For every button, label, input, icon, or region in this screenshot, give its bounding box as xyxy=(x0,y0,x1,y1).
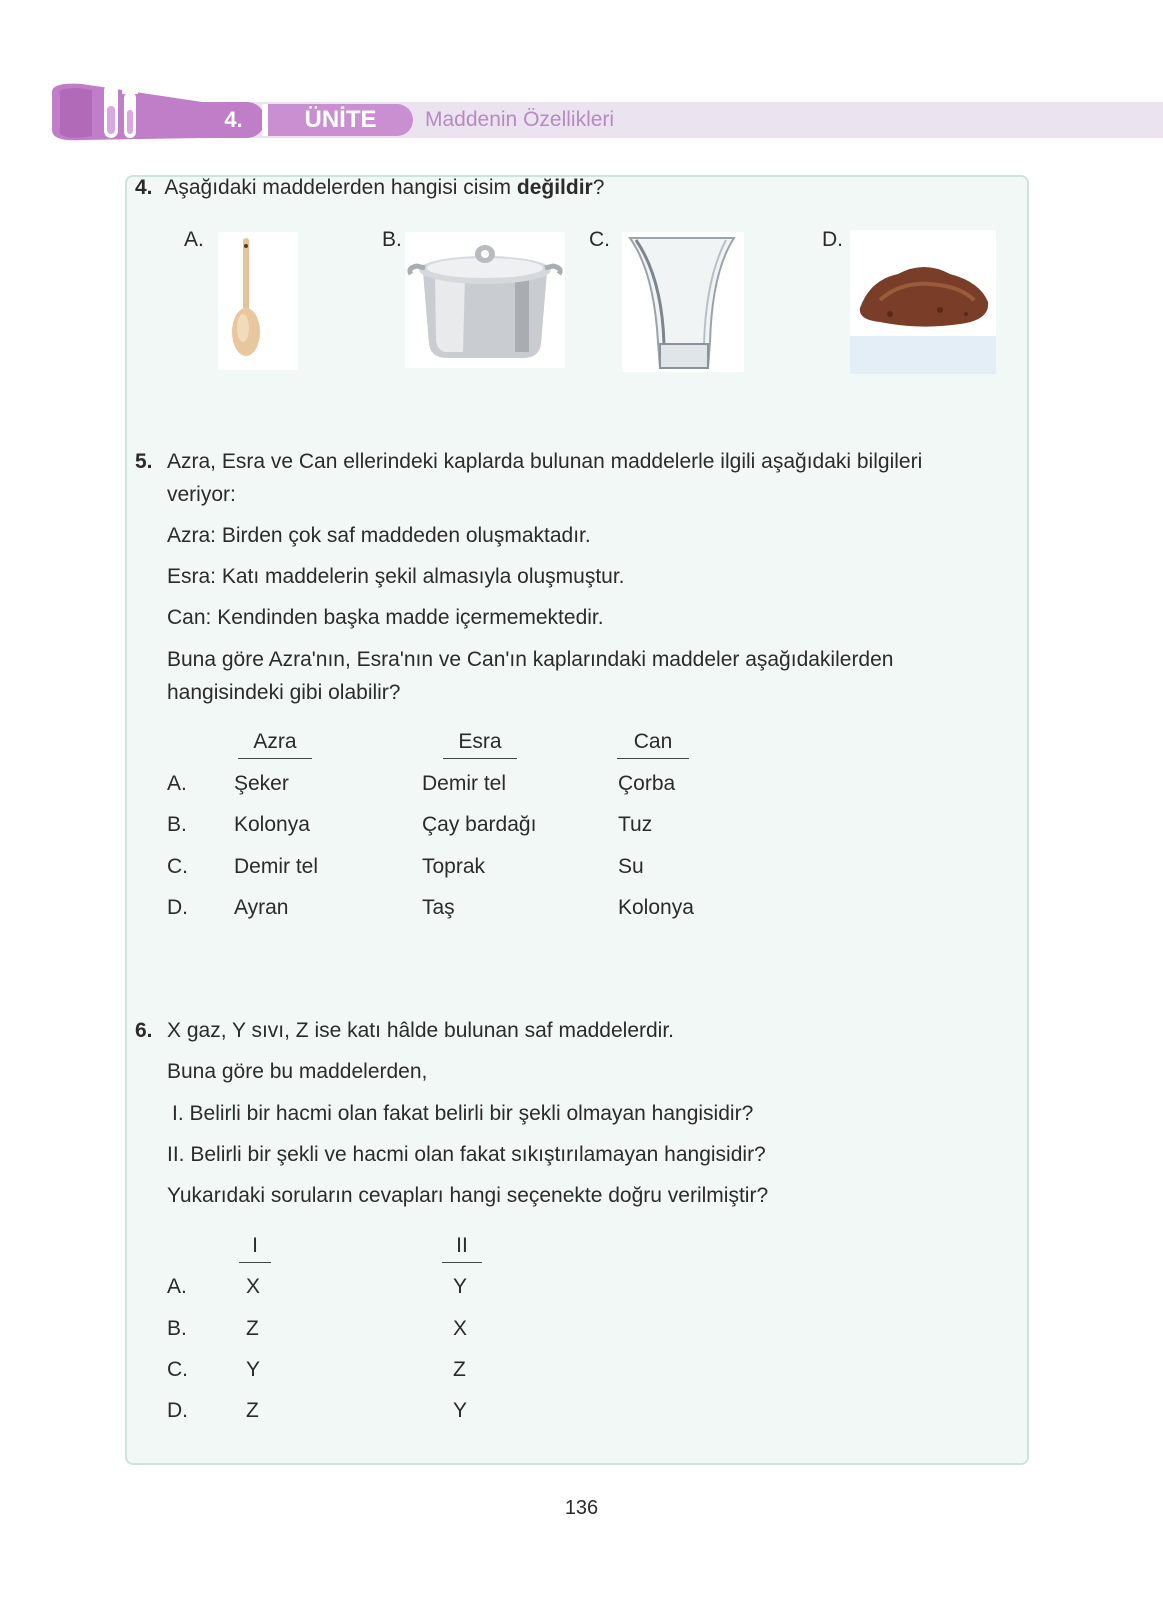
can-statement: Can: Kendinden başka madde içermemektedir. xyxy=(167,606,604,629)
unit-label: ÜNİTE xyxy=(262,104,413,136)
question-6-line1: X gaz, Y sıvı, Z ise katı hâlde bulunan saf maddelerdir. xyxy=(167,1019,675,1042)
table-cell: Kolonya xyxy=(234,813,310,836)
table-cell: Demir tel xyxy=(422,772,507,795)
table-cell: Z xyxy=(246,1317,259,1340)
unit-number: 4. xyxy=(202,102,265,138)
unit-header xyxy=(52,80,1163,155)
option-d-label[interactable]: D. xyxy=(822,228,843,251)
question-5-prompt2: hangisindeki gibi olabilir? xyxy=(167,681,401,704)
table-cell: Su xyxy=(618,855,644,878)
question-5-line2: veriyor: xyxy=(167,483,236,506)
test-tubes-icon xyxy=(52,80,202,148)
question-number: 6. xyxy=(135,1019,153,1042)
table-cell: Şeker xyxy=(234,772,289,795)
option-d-label[interactable]: D. xyxy=(167,896,188,919)
question-6-item2: II. Belirli bir şekli ve hacmi olan fakat sıkıştırılamayan hangisidir? xyxy=(167,1143,766,1166)
question-emphasis: değildir xyxy=(516,176,593,199)
table-cell: X xyxy=(453,1317,468,1340)
table-cell: Y xyxy=(453,1399,468,1422)
question-text: Aşağıdaki maddelerden hangisi cisim xyxy=(164,176,517,199)
column-header-azra: Azra xyxy=(238,727,312,759)
option-c-label[interactable]: C. xyxy=(167,855,188,878)
question-6-prompt: Yukarıdaki soruların cevapları hangi seçenekte doğru verilmiştir? xyxy=(167,1184,769,1207)
table-cell: Kolonya xyxy=(618,896,694,919)
table-cell: Y xyxy=(246,1358,261,1381)
table-cell: Demir tel xyxy=(234,855,319,878)
soil-pile-icon[interactable] xyxy=(850,230,996,374)
option-a-label[interactable]: A. xyxy=(167,772,187,795)
column-header-ii: II xyxy=(442,1231,482,1263)
column-header-can: Can xyxy=(617,727,689,759)
option-b-label[interactable]: B. xyxy=(167,1317,187,1340)
esra-statement: Esra: Katı maddelerin şekil almasıyla oluşmuştur. xyxy=(167,565,625,588)
question-4 xyxy=(135,173,604,202)
question-6-item1: I. Belirli bir hacmi olan fakat belirli bir şekli olmayan hangisidir? xyxy=(172,1102,754,1125)
glass-vase-icon[interactable] xyxy=(622,232,744,372)
unit-title: Maddenin Özellikleri xyxy=(425,108,615,131)
page-number: 136 xyxy=(564,1497,599,1519)
table-cell: Çorba xyxy=(618,772,676,795)
question-text-end: ? xyxy=(592,176,605,199)
column-header-i: I xyxy=(239,1231,271,1263)
table-cell: Tuz xyxy=(618,813,653,836)
option-d-label[interactable]: D. xyxy=(167,1399,188,1422)
cooking-pot-icon[interactable] xyxy=(405,232,565,368)
table-cell: Taş xyxy=(422,896,455,919)
table-cell: Z xyxy=(453,1358,466,1381)
option-a-label[interactable]: A. xyxy=(167,1275,187,1298)
table-cell: Z xyxy=(246,1399,259,1422)
question-5 xyxy=(135,447,153,476)
question-5-prompt1: Buna göre Azra'nın, Esra'nın ve Can'ın kaplarındaki maddeler aşağıdakilerden xyxy=(167,648,894,671)
question-number: 4. xyxy=(135,176,153,199)
option-c-label[interactable]: C. xyxy=(589,228,610,251)
table-cell: X xyxy=(246,1275,261,1298)
option-b-label[interactable]: B. xyxy=(167,813,187,836)
azra-statement: Azra: Birden çok saf maddeden oluşmaktadır. xyxy=(167,524,591,547)
column-header-esra: Esra xyxy=(443,727,517,759)
table-cell: Toprak xyxy=(422,855,486,878)
option-c-label[interactable]: C. xyxy=(167,1358,188,1381)
question-6-line2: Buna göre bu maddelerden, xyxy=(167,1060,428,1083)
table-cell: Ayran xyxy=(234,896,289,919)
option-a-label[interactable]: A. xyxy=(184,228,204,251)
question-5-line1: Azra, Esra ve Can ellerindeki kaplarda bulunan maddelerle ilgili aşağıdaki bilgileri xyxy=(167,450,923,473)
table-cell: Çay bardağı xyxy=(422,813,537,836)
question-6 xyxy=(135,1016,153,1045)
question-number: 5. xyxy=(135,450,153,473)
option-b-label[interactable]: B. xyxy=(382,228,402,251)
table-cell: Y xyxy=(453,1275,468,1298)
wooden-spoon-icon[interactable] xyxy=(218,232,298,370)
